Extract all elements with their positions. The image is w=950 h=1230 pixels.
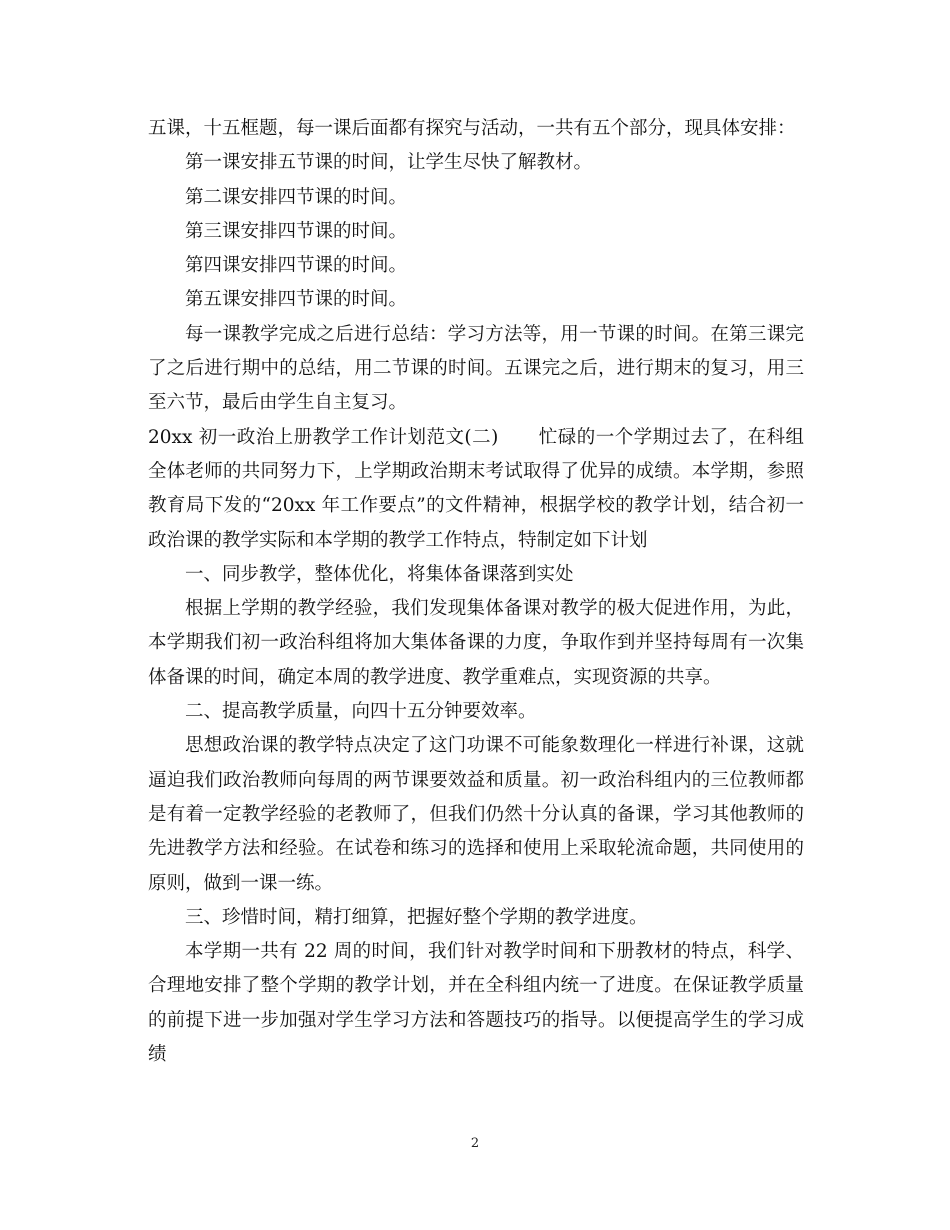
page-number: 2 [470,1136,480,1151]
paragraph: 第四课安排四节课的时间。 [185,255,408,277]
paragraph: 五课，十五框题，每一课后面都有探究与活动，一共有五个部分，现具体安排： [148,118,796,139]
subheading: 三、珍惜时间，精打细算，把握好整个学期的教学进度。 [185,906,648,928]
paragraph: 根据上学期的教学经验，我们发现集体备课对教学的极大促进作用，为此，本学期我们初一政治科组将加大集体备课的力度，争取作到并坚持每周有一次集体备课的时间，确定本周的教学进度、教学重难点，实现资源的共享。 [148,598,804,688]
paragraph: 本学期一共有 22 周的时间，我们针对教学时间和下册教材的特点，科学、合理地安排了整个学期的教学计划，并在全科组内统一了进度。在保证教学质量的前提下进一步加强对学生学习方法和答题技巧的指导。以便提高学生的学习成绩 [148,941,804,1066]
subheading: 一、同步教学，整体优化，将集体备课落到实处 [185,563,574,585]
document-body [148,112,804,1072]
subheading: 二、提高教学质量，向四十五分钟要效率。 [185,701,537,723]
section-intro: 忙碌的一个学期过去了，在科组全体老师的共同努力下，上学期政治期末考试取得了优异的成绩。本学期，参照教育局下发的“20xx 年工作要点”的文件精神，根据学校的教学计划，结合初一政治课的教学实际和本学期的教学工作特点，特制定如下计划 [148,426,804,551]
paragraph: 第一课安排五节课的时间，让学生尽快了解教材。 [185,152,593,174]
paragraph: 第三课安排四节课的时间。 [185,220,408,242]
section-title: 20xx 初一政治上册教学工作计划范文(二) [148,426,499,448]
section-heading-paragraph [148,421,804,558]
paragraph: 每一课教学完成之后进行总结：学习方法等，用一节课的时间。在第三课完了之后进行期中的总结，用二节课的时间。五课完之后，进行期末的复习，用三至六节，最后由学生自主复习。 [148,323,804,414]
paragraph: 思想政治课的教学特点决定了这门功课不可能象数理化一样进行补课，这就逼迫我们政治教师向每周的两节课要效益和质量。初一政治科组内的三位教师都是有着一定教学经验的老教师了，但我们仍然十分认真的备课，学习其他教师的先进教学方法和经验。在试卷和练习的选择和使用上采取轮流命题，共同使用的原则，做到一课一练。 [148,735,804,894]
paragraph: 第五课安排四节课的时间。 [185,289,408,311]
paragraph: 第二课安排四节课的时间。 [185,186,408,208]
